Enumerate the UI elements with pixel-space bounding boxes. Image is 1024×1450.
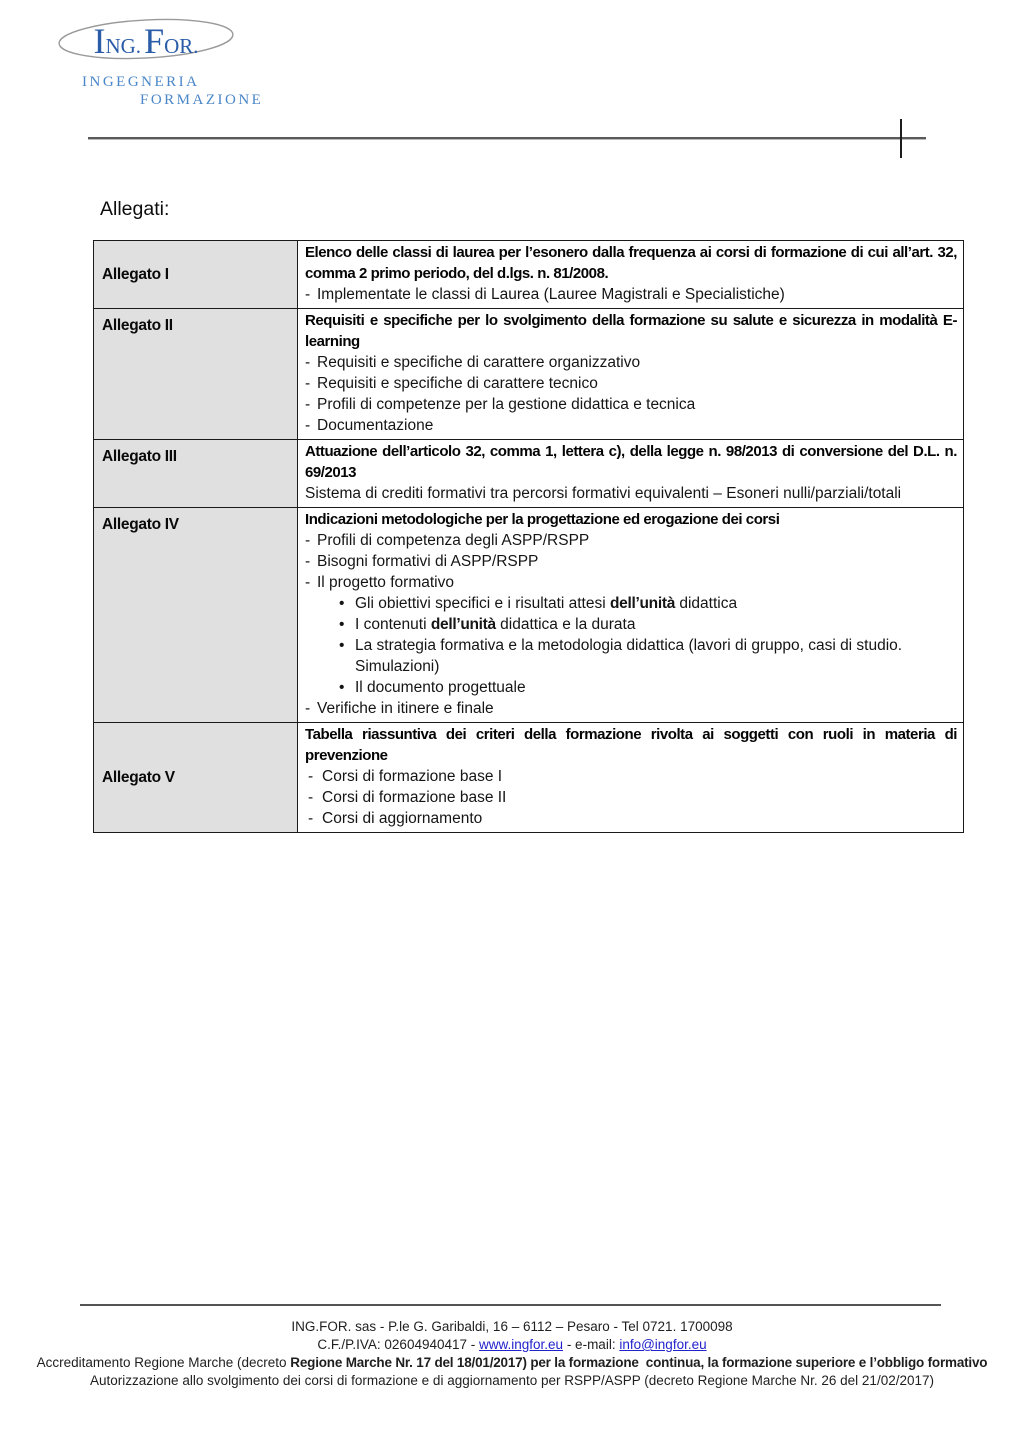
website-link[interactable]: www.ingfor.eu [479, 1337, 564, 1352]
allegato-item [305, 530, 957, 551]
table-row [94, 508, 964, 723]
allegato-item [305, 483, 957, 504]
logo-subtitle-ingegneria: INGEGNERIA [82, 74, 200, 90]
allegato-item [305, 593, 957, 614]
logo-letter: I [93, 21, 106, 61]
allegato-label-cell [94, 241, 298, 309]
table-row [94, 440, 964, 508]
allegato-item [305, 572, 957, 593]
header-divider [88, 137, 926, 140]
allegato-title: Indicazioni metodologiche per la progettazione ed erogazione dei corsi [305, 511, 780, 528]
item-text: dell’unità [609, 595, 676, 612]
footer-authorization-line: Autorizzazione allo svolgimento dei corsi di formazione e di aggiornamento per RSPP/ASPP (decreto Regione Marche Nr. 26 del 21/02/2017) [90, 1373, 934, 1388]
allegato-label-cell [94, 309, 298, 440]
allegato-item [305, 352, 957, 373]
footer-address-line: ING.FOR. sas - P.le G. Garibaldi, 16 – 6112 – Pesaro - Tel 0721. 1700098 [291, 1319, 733, 1334]
page-title: Allegati: [100, 198, 170, 220]
allegato-item [305, 415, 957, 436]
email-link[interactable]: info@ingfor.eu [619, 1337, 707, 1352]
table-row [94, 241, 964, 309]
allegato-label: Allegato IV [102, 516, 179, 533]
allegato-title: Elenco delle classi di laurea per l’esonero dalla frequenza ai corsi di formazione di cui all’art. 32, comma 2 primo periodo, del d.lgs. n. 81/2008. [305, 244, 957, 282]
item-text: Requisiti e specifiche di carattere tecnico [317, 375, 598, 392]
item-text: Corsi di formazione base I [322, 768, 503, 785]
allegato-item [305, 635, 957, 677]
allegato-item [305, 394, 957, 415]
logo-letter: F [144, 21, 165, 61]
table-row [94, 723, 964, 833]
allegato-label-cell [94, 508, 298, 723]
item-text: Verifiche in itinere e finale [317, 700, 494, 717]
item-text: dell’unità [430, 616, 496, 633]
logo-letters: OR. [164, 34, 199, 58]
allegato-item [305, 787, 957, 808]
footer-accreditation-decree: Regione Marche Nr. 17 del 18/01/2017) per la formazione continua, la formazione superiore e l’obbligo formativo [290, 1355, 988, 1370]
item-text: Bisogni formativi di ASPP/RSPP [317, 553, 539, 570]
allegato-label-cell [94, 723, 298, 833]
ingfor-logo-mark [56, 12, 236, 70]
allegato-label-cell [94, 440, 298, 508]
allegato-item [305, 551, 957, 572]
footer-divider [80, 1304, 941, 1306]
item-text: Profili di competenza degli ASPP/RSPP [317, 532, 590, 549]
item-text: didattica e la durata [495, 616, 636, 633]
footer [0, 1318, 1024, 1390]
item-text: La strategia formativa e la metodologia didattica (lavori di gruppo, casi di studio. Simulazioni) [355, 637, 903, 675]
footer-accreditation-line [0, 1354, 1024, 1372]
allegato-content-cell [298, 440, 964, 508]
allegato-label: Allegato II [102, 317, 173, 334]
allegato-label: Allegato III [102, 448, 177, 465]
logo-letters: NG. [105, 34, 142, 58]
margin-mark [900, 119, 902, 158]
allegato-content-cell [298, 241, 964, 309]
item-text: Documentazione [317, 417, 434, 434]
allegato-title: Tabella riassuntiva dei criteri della formazione rivolta ai soggetti con ruoli in materia di prevenzione [305, 726, 957, 764]
item-text: didattica [675, 595, 738, 612]
allegato-item [305, 373, 957, 394]
item-text: Requisiti e specifiche di carattere organizzativo [317, 354, 641, 371]
allegato-title: Attuazione dell’articolo 32, comma 1, lettera c), della legge n. 98/2013 di conversione del D.L. n. 69/2013 [305, 443, 957, 481]
ingfor-logo [56, 12, 316, 108]
allegato-label: Allegato I [102, 265, 169, 283]
item-text: Implementate le classi di Laurea (Lauree Magistrali e Specialistiche) [317, 286, 785, 303]
logo-subtitle-formazione: FORMAZIONE [140, 92, 264, 108]
table-row [94, 309, 964, 440]
allegato-item [305, 677, 957, 698]
allegato-item [305, 766, 957, 787]
item-text: Corsi di aggiornamento [322, 810, 483, 827]
item-text: Il progetto formativo [317, 574, 454, 591]
allegato-title: Requisiti e specifiche per lo svolgimento della formazione su salute e sicurezza in modalità E-learning [305, 312, 957, 350]
allegati-table [93, 240, 964, 833]
footer-vat: C.F./P.IVA: 02604940417 - [317, 1337, 480, 1352]
footer-contacts-line [0, 1336, 1024, 1354]
allegato-content-cell [298, 723, 964, 833]
allegato-item [305, 614, 957, 635]
item-text: I contenuti [355, 616, 431, 633]
svg-text:ING.FOR. [93, 21, 198, 61]
item-text: Il documento progettuale [355, 679, 526, 696]
allegato-item [305, 808, 957, 829]
item-text: Gli obiettivi specifici e i risultati attesi [355, 595, 610, 612]
footer-email-label: - e-mail: [563, 1337, 620, 1352]
item-text: Profili di competenze per la gestione didattica e tecnica [317, 396, 696, 413]
allegato-label: Allegato V [102, 768, 175, 786]
allegato-content-cell [298, 508, 964, 723]
item-text: Corsi di formazione base II [322, 789, 507, 806]
allegato-content-cell [298, 309, 964, 440]
allegato-item [305, 284, 957, 305]
item-text: Sistema di crediti formativi tra percorsi formativi equivalenti – Esoneri nulli/parziali/totali [305, 485, 902, 502]
allegato-item [305, 698, 957, 719]
footer-accreditation-prefix: Accreditamento Regione Marche (decreto [36, 1355, 291, 1370]
